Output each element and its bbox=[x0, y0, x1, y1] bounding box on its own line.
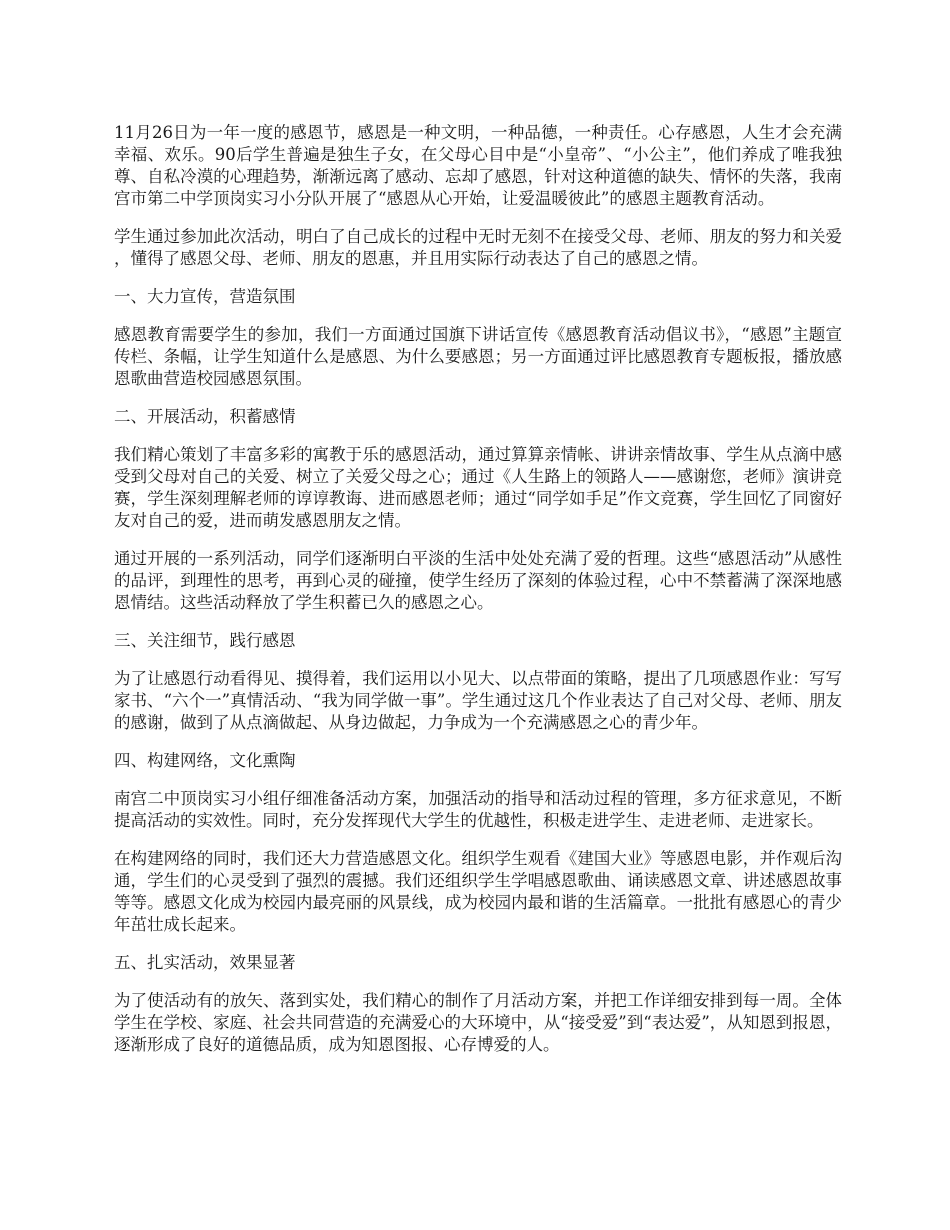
section-heading-5: 五、扎实活动，效果显著 bbox=[114, 953, 296, 972]
section-4-paragraph-1: 南宫二中顶岗实习小组仔细准备活动方案，加强活动的指导和活动过程的管理，多方征求意见，不断提高活动的实效性。同时，充分发挥现代大学生的优越性，积极走进学生、走进老师、走进家长。 bbox=[114, 789, 842, 830]
section-heading-3: 三、关注细节，践行感恩 bbox=[114, 631, 296, 650]
section-heading-2: 二、开展活动，积蓄感情 bbox=[114, 407, 296, 426]
document-body bbox=[114, 122, 842, 1072]
section-heading-1: 一、大力宣传，营造氛围 bbox=[114, 287, 296, 306]
section-3-paragraph: 为了让感恩行动看得见、摸得着，我们运用以小见大、以点带面的策略，提出了几项感恩作业：写写家书、“六个一”真情活动、“我为同学做一事”。学生通过这几个作业表达了自己对父母、老师、朋友的感谢，做到了从点滴做起、从身边做起，力争成为一个充满感恩之心的青少年。 bbox=[114, 669, 842, 732]
section-4-paragraph-2: 在构建网络的同时，我们还大力营造感恩文化。组织学生观看《建国大业》等感恩电影，并作观后沟通，学生们的心灵受到了强烈的震撼。我们还组织学生学唱感恩歌曲、诵读感恩文章、讲述感恩故事等等。感恩文化成为校园内最亮丽的风景线，成为校园内最和谐的生活篇章。一批批有感恩心的青少年茁壮成长起来。 bbox=[114, 849, 842, 934]
section-2-paragraph-2: 通过开展的一系列活动，同学们逐渐明白平淡的生活中处处充满了爱的哲理。这些“感恩活动”从感性的品评，到理性的思考，再到心灵的碰撞，使学生经历了深刻的体验过程，心中不禁蓄满了深深地感恩情结。这些活动释放了学生积蓄已久的感恩之心。 bbox=[114, 549, 842, 612]
section-5-paragraph: 为了使活动有的放矢、落到实处，我们精心的制作了月活动方案，并把工作详细安排到每一周。全体学生在学校、家庭、社会共同营造的充满爱心的大环境中，从“接受爱”到“表达爱”，从知恩到报恩，逐渐形成了良好的道德品质，成为知恩图报、心存博爱的人。 bbox=[114, 991, 842, 1054]
section-heading-4: 四、构建网络，文化熏陶 bbox=[114, 751, 296, 770]
section-2-paragraph-1: 我们精心策划了丰富多彩的寓教于乐的感恩活动，通过算算亲情帐、讲讲亲情故事、学生从点滴中感受到父母对自己的关爱、树立了关爱父母之心；通过《人生路上的领路人——感谢您，老师》演讲竞赛，学生深刻理解老师的谆谆教诲、进而感恩老师；通过“同学如手足”作文竞赛，学生回忆了同窗好友对自己的爱，进而萌发感恩朋友之情。 bbox=[114, 445, 842, 530]
section-1-paragraph: 感恩教育需要学生的参加，我们一方面通过国旗下讲话宣传《感恩教育活动倡议书》，“感恩”主题宣传栏、条幅，让学生知道什么是感恩、为什么要感恩；另一方面通过评比感恩教育专题板报，播放感恩歌曲营造校园感恩氛围。 bbox=[114, 325, 842, 388]
outcome-paragraph: 学生通过参加此次活动，明白了自己成长的过程中无时无刻不在接受父母、老师、朋友的努力和关爱，懂得了感恩父母、老师、朋友的恩惠，并且用实际行动表达了自己的感恩之情。 bbox=[114, 227, 842, 268]
intro-paragraph: 11月26日为一年一度的感恩节，感恩是一种文明，一种品德，一种责任。心存感恩，人生才会充满幸福、欢乐。90后学生普遍是独生子女，在父母心目中是“小皇帝”、“小公主”，他们养成了唯我独尊、自私冷漠的心理趋势，渐渐远离了感动、忘却了感恩，针对这种道德的缺失、情怀的失落，我南宫市第二中学顶岗实习小分队开展了“感恩从心开始，让爱温暖彼此”的感恩主题教育活动。 bbox=[114, 123, 842, 208]
